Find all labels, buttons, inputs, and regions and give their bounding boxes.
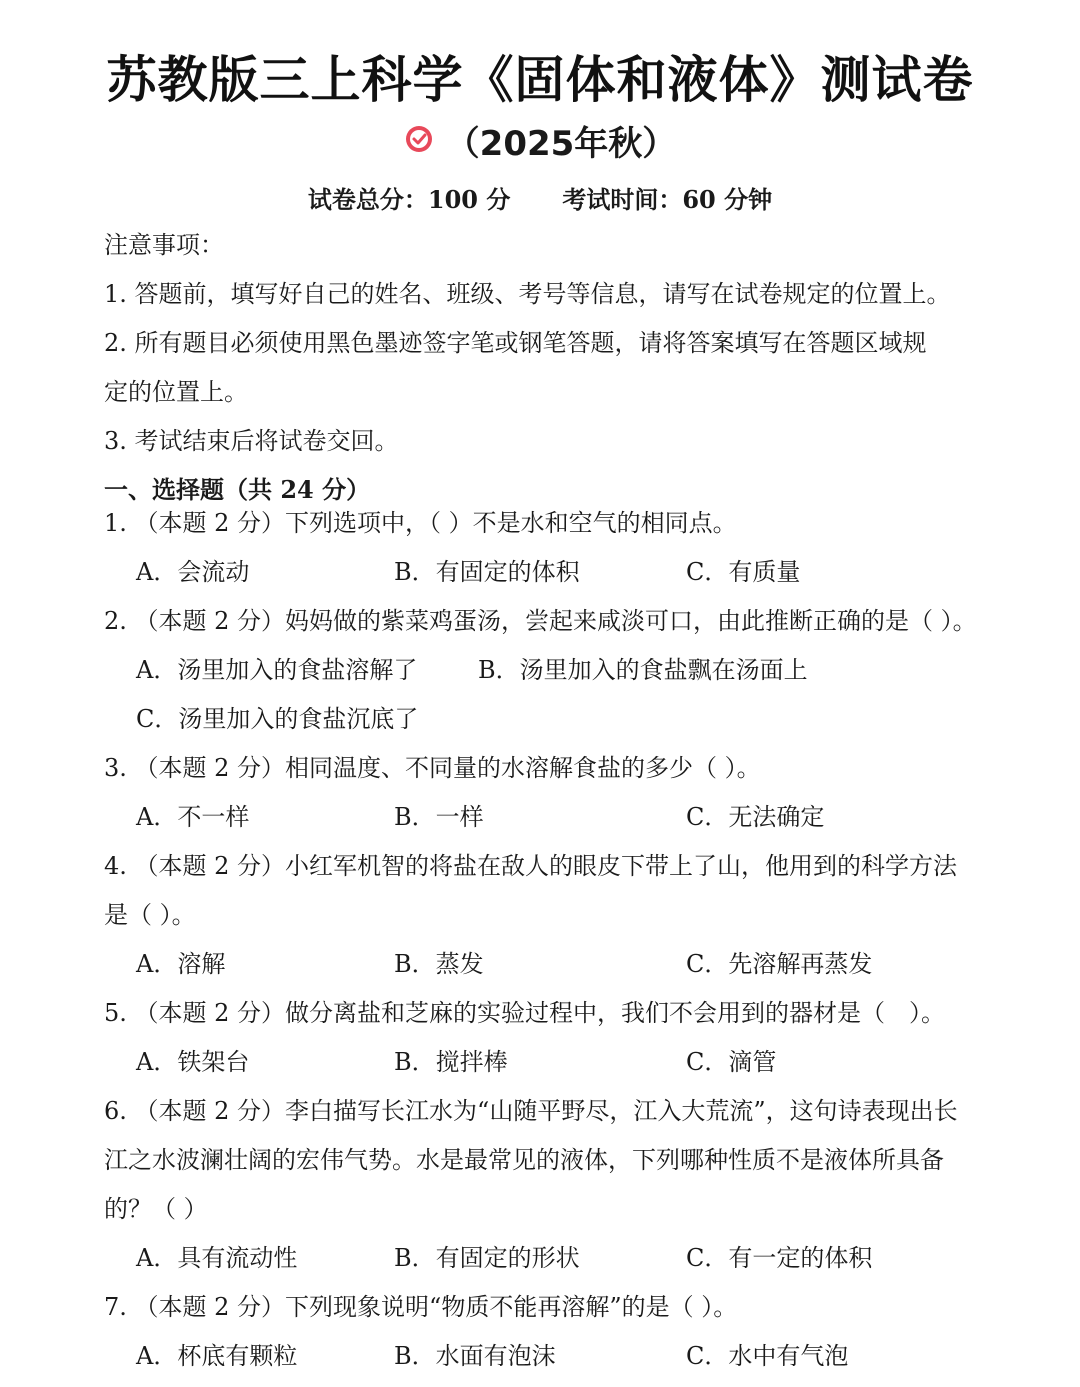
question-5-option-c: C．滴管	[686, 1048, 777, 1076]
question-4-option-c: C．先溶解再蒸发	[686, 950, 873, 978]
question-4-stem-line-1: 4. （本题 2 分）小红军机智的将盐在敌人的眼皮下带上了山，他用到的科学方法	[104, 852, 958, 880]
exam-meta	[0, 180, 1080, 215]
exam-title: 苏教版三上科学《固体和液体》测试卷	[106, 51, 974, 109]
question-4-option-a: A．溶解	[136, 950, 226, 978]
question-7-option-b: B．水面有泡沫	[394, 1342, 556, 1370]
check-badge-icon	[404, 124, 434, 154]
question-7-stem: 7. （本题 2 分）下列现象说明“物质不能再溶解”的是（ ）。	[104, 1293, 738, 1321]
question-3-option-c: C．无法确定	[686, 803, 825, 831]
question-1-option-a: A．会流动	[136, 558, 250, 586]
subtitle-text: （2025年秋）	[445, 124, 677, 164]
question-4-stem-line-2: 是（ ）。	[104, 901, 196, 929]
note-item-2-line-1: 2. 所有题目必须使用黑色墨迹签字笔或钢笔答题，请将答案填写在答题区域规	[104, 329, 927, 357]
question-6-stem-line-3: 的？（ ）	[104, 1195, 208, 1223]
question-6-option-b: B．有固定的形状	[394, 1244, 580, 1272]
question-2-option-b: B．汤里加入的食盐飘在汤面上	[478, 656, 808, 684]
question-5-stem: 5. （本题 2 分）做分离盐和芝麻的实验过程中，我们不会用到的器材是（ ）。	[104, 999, 946, 1027]
note-item-1: 1. 答题前，填写好自己的姓名、班级、考号等信息，请写在试卷规定的位置上。	[104, 280, 951, 308]
question-3-option-b: B．一样	[394, 803, 484, 831]
question-6-stem-line-2: 江之水波澜壮阔的宏伟气势。水是最常见的液体，下列哪种性质不是液体所具备	[104, 1146, 944, 1174]
note-item-2-line-2: 定的位置上。	[104, 378, 248, 406]
question-5-option-a: A．铁架台	[136, 1048, 250, 1076]
question-4-option-b: B．蒸发	[394, 950, 484, 978]
question-3-option-a: A．不一样	[136, 803, 250, 831]
note-item-3: 3. 考试结束后将试卷交回。	[104, 427, 399, 455]
question-2-stem: 2. （本题 2 分）妈妈做的紫菜鸡蛋汤，尝起来咸淡可口，由此推断正确的是（ ）。	[104, 607, 977, 635]
question-7-option-c: C．水中有气泡	[686, 1342, 849, 1370]
question-3-stem: 3. （本题 2 分）相同温度、不同量的水溶解食盐的多少（ ）。	[104, 754, 761, 782]
question-2-option-c: C．汤里加入的食盐沉底了	[136, 705, 419, 733]
question-1-option-b: B．有固定的体积	[394, 558, 580, 586]
total-score: 试卷总分：100 分	[307, 185, 511, 214]
exam-subtitle	[0, 116, 1080, 165]
exam-time: 考试时间：60 分钟	[562, 185, 773, 214]
notes-heading: 注意事项：	[104, 231, 224, 259]
section-heading: 一、选择题（共 24 分）	[104, 475, 371, 504]
question-6-option-c: C．有一定的体积	[686, 1244, 873, 1272]
question-1-stem: 1. （本题 2 分）下列选项中，（ ）不是水和空气的相同点。	[104, 509, 737, 537]
question-1-option-c: C．有质量	[686, 558, 801, 586]
question-2-option-a: A．汤里加入的食盐溶解了	[136, 656, 418, 684]
question-7-option-a: A．杯底有颗粒	[136, 1342, 298, 1370]
question-6-stem-line-1: 6. （本题 2 分）李白描写长江水为“山随平野尽，江入大荒流”，这句诗表现出长	[104, 1097, 958, 1125]
question-5-option-b: B．搅拌棒	[394, 1048, 508, 1076]
question-6-option-a: A．具有流动性	[136, 1244, 298, 1272]
